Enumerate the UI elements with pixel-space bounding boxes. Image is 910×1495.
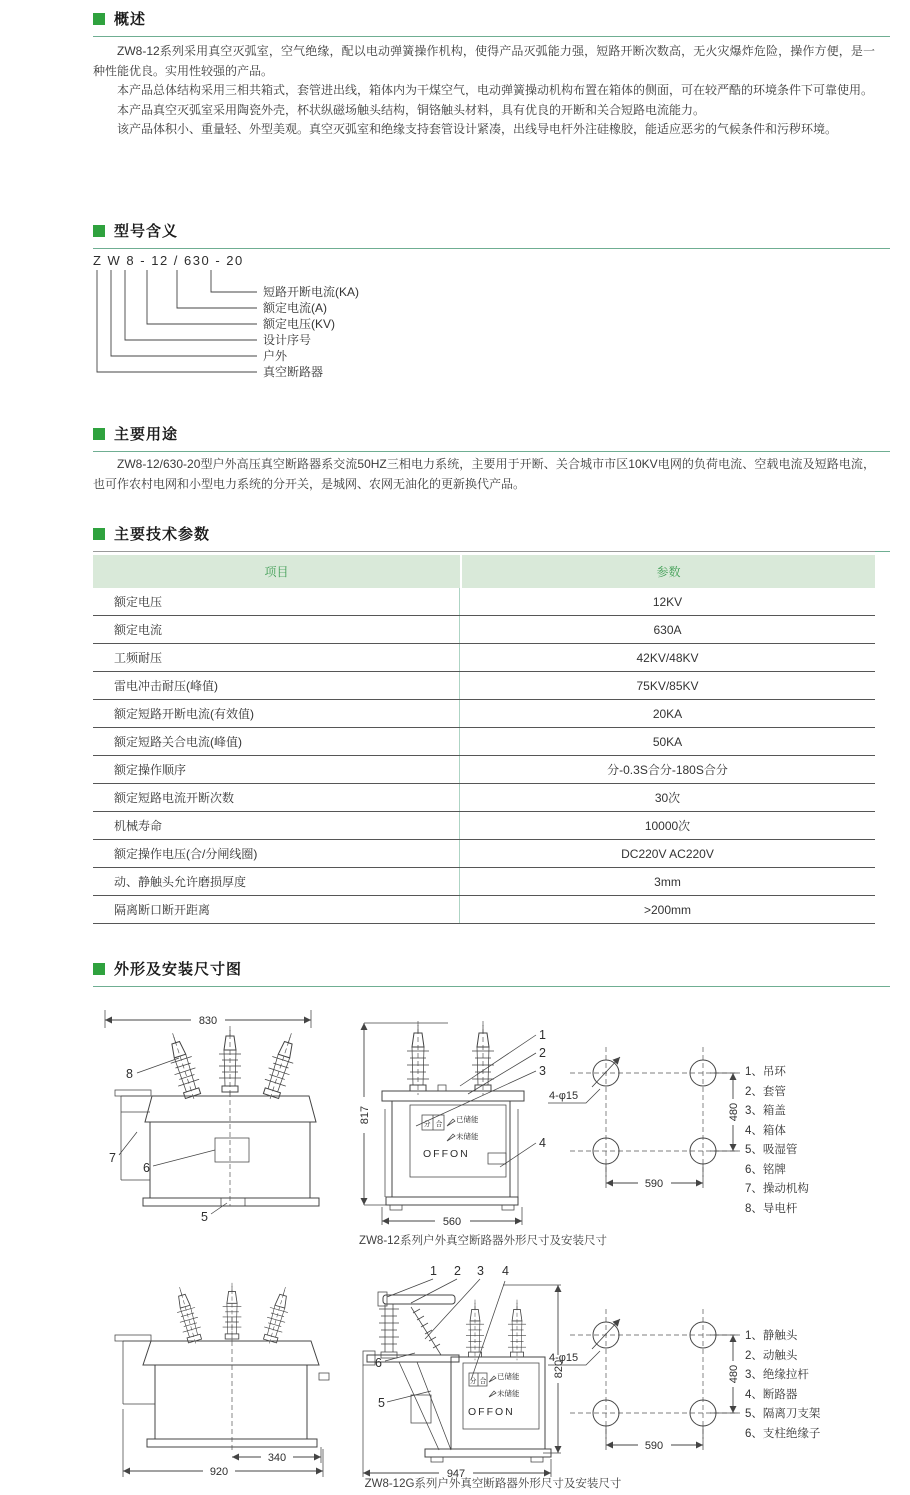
dim-560 [382, 1207, 522, 1228]
fig2-front-view-drawing [353, 1255, 568, 1487]
section-overview-header [93, 8, 890, 37]
figure-row-1 [93, 995, 893, 1245]
dim-947 [363, 1365, 551, 1480]
legend-item: 1、静触头 [745, 1330, 798, 1342]
param-value: DC220V AC220V [621, 846, 714, 861]
dim-920-label: 920 [209, 1466, 229, 1478]
model-label: 真空断路器 [263, 365, 324, 379]
legend-item: 7、操动机构 [745, 1183, 809, 1195]
section-usage-header [93, 423, 890, 452]
hole-spec-label: 4-φ15 [549, 1090, 579, 1102]
overview-paragraph: 该产品体积小、重量轻、外型美观。真空灭弧室和绝缘支持套管设计紧凑，出线导电杆外注硅橡胶，能适应恶劣的气候条件和污秽环境。 [117, 122, 838, 136]
param-value: 630A [653, 622, 682, 637]
table-row [93, 616, 875, 644]
table-row [93, 756, 875, 784]
dim-590-label: 590 [644, 1440, 664, 1452]
part-label-8: 8 [126, 1067, 133, 1081]
charge-indicator [422, 1114, 479, 1160]
offon-label: OFFON [423, 1148, 470, 1160]
section-title: 主要技术参数 [114, 526, 211, 543]
param-name: 额定操作电压(合/分闸线圈) [93, 840, 460, 867]
section-title: 主要用途 [114, 426, 179, 443]
legend-item: 6、铭牌 [745, 1163, 786, 1176]
indicator-close-label: 合 [479, 1378, 487, 1385]
section-title: 型号含义 [114, 223, 179, 240]
param-value: 分-0.3S合分-180S合分 [607, 763, 728, 777]
param-value: 42KV/48KV [636, 650, 699, 665]
param-name: 机械寿命 [93, 812, 460, 839]
section-model-header [93, 220, 890, 249]
fig1-side-view-drawing [93, 1000, 348, 1228]
part-label-3: 3 [539, 1064, 546, 1078]
dim-480 [710, 1073, 740, 1151]
green-square-bullet-icon [93, 13, 105, 25]
figure-row-2 [93, 1255, 893, 1495]
part-label-4: 4 [539, 1136, 546, 1150]
section-title: 外形及安装尺寸图 [114, 961, 243, 978]
param-name: 额定短路开断电流(有效值) [93, 700, 460, 727]
dim-480-label: 480 [728, 1364, 740, 1384]
dim-817-label: 817 [359, 1105, 371, 1125]
indicator-pen-icon [447, 1119, 455, 1126]
legend-item: 4、断路器 [745, 1388, 798, 1401]
dim-820-label: 820 [553, 1359, 565, 1379]
param-name: 额定操作顺序 [93, 756, 460, 783]
bushing-insulators [407, 1021, 494, 1095]
dim-340-label: 340 [267, 1452, 287, 1464]
table-row [93, 840, 875, 868]
param-name: 隔离断口断开距离 [93, 896, 460, 923]
param-value: 30次 [654, 791, 681, 805]
param-value: 20KA [652, 706, 683, 721]
part-label-4: 4 [502, 1264, 509, 1278]
table-header-row [93, 555, 875, 588]
offon-label: OFFON [468, 1406, 515, 1418]
param-value: >200mm [643, 902, 692, 917]
table-row [93, 644, 875, 672]
green-square-bullet-icon [93, 428, 105, 440]
green-square-bullet-icon [93, 528, 105, 540]
model-label: 额定电流(A) [263, 301, 327, 315]
part-label-1: 1 [539, 1028, 546, 1042]
param-name: 工频耐压 [93, 644, 460, 671]
legend-item: 4、箱体 [745, 1124, 786, 1137]
dim-480-label: 480 [728, 1102, 740, 1122]
green-square-bullet-icon [93, 963, 105, 975]
breaker-tank-outline [115, 1090, 319, 1206]
indicator-open-label: 分 [423, 1121, 431, 1128]
fig1-parts-legend [745, 1063, 809, 1219]
legend-item: 6、支柱绝缘子 [745, 1427, 821, 1440]
indicator-pen-icon [489, 1391, 496, 1397]
breaker-tank-outline [115, 1317, 329, 1453]
dim-340 [232, 1447, 321, 1464]
dim-830-label: 830 [198, 1015, 218, 1027]
bushing-insulators [162, 1026, 302, 1105]
param-name: 额定电流 [93, 616, 460, 643]
overview-text [93, 42, 875, 140]
part-label-6: 6 [375, 1356, 382, 1370]
green-square-bullet-icon [93, 225, 105, 237]
table-row [93, 672, 875, 700]
section-params-header [93, 523, 890, 552]
table-row [93, 700, 875, 728]
overview-paragraph: ZW8-12系列采用真空灭弧室，空气绝缘，配以电动弹簧操作机构，使得产品灭弧能力强，短路开断次数高，无火灾爆炸危险，操作方便，是一种性能优良。实用性较强的产品。 [93, 44, 875, 78]
dim-560-label: 560 [442, 1216, 462, 1228]
part-label-2: 2 [539, 1046, 546, 1060]
fig1-front-view-drawing [350, 995, 555, 1235]
parameters-table [93, 551, 875, 924]
model-label: 额定电压(KV) [263, 317, 336, 331]
disconnector-structure [363, 1292, 459, 1450]
part-label-7: 7 [109, 1151, 116, 1165]
charged-label: 已储能 [497, 1372, 520, 1381]
dim-590-label: 590 [644, 1178, 664, 1190]
table-row [93, 896, 875, 924]
param-value: 75KV/85KV [636, 678, 699, 693]
fig2-parts-legend [745, 1327, 820, 1444]
part-leader-lines [119, 1058, 227, 1214]
dim-830 [105, 1010, 311, 1028]
table-row [93, 812, 875, 840]
indicator-pen-icon [447, 1134, 455, 1141]
part-label-3: 3 [477, 1264, 484, 1278]
param-name: 额定短路电流开断次数 [93, 784, 460, 811]
indicator-close-label: 合 [435, 1121, 443, 1128]
table-row [93, 728, 875, 756]
dim-590 [606, 1164, 703, 1190]
model-diagram-lines [97, 270, 257, 372]
legend-item: 3、箱盖 [745, 1105, 786, 1117]
model-label: 设计序号 [263, 333, 312, 347]
model-label: 短路开断电流(KA) [263, 285, 360, 299]
charge-indicator [468, 1371, 520, 1418]
legend-item: 8、导电杆 [745, 1202, 798, 1215]
fig2-mounting-holes-drawing [548, 1295, 763, 1467]
part-label-5: 5 [201, 1210, 208, 1224]
uncharged-label: 未储能 [497, 1389, 520, 1398]
section-dimensions-header [93, 958, 890, 987]
charged-label: 已储能 [456, 1115, 479, 1124]
param-value: 50KA [652, 734, 683, 749]
hole-spec-label: 4-φ15 [549, 1352, 579, 1364]
table-row [93, 588, 875, 616]
param-name: 雷电冲击耐压(峰值) [93, 672, 460, 699]
fig2-side-view-drawing [93, 1269, 353, 1481]
dim-817 [359, 1023, 448, 1205]
model-code: Z W 8 - 12 / 630 - 20 [93, 253, 244, 268]
legend-item: 5、吸湿管 [745, 1144, 798, 1156]
overview-paragraph: 本产品真空灭弧室采用陶瓷外壳，杯状纵磁场触头结构，铜铬触头材料，具有优良的开断和关合短路电流能力。 [117, 102, 706, 117]
fig2-caption: ZW8-12G系列户外真空断路器外形尺寸及安装尺寸 [364, 1478, 622, 1490]
part-label-5: 5 [378, 1396, 385, 1410]
table-header-param: 参数 [462, 555, 875, 588]
legend-item: 5、隔离刀支架 [745, 1408, 821, 1420]
legend-item: 2、动触头 [745, 1349, 798, 1362]
model-label: 户外 [263, 349, 288, 363]
dim-920 [123, 1409, 323, 1478]
overview-paragraph: 本产品总体结构采用三相共箱式，套管进出线，箱体内为干煤空气，电动弹簧操动机构布置在箱体的侧面，可在较严酷的环境条件下可靠使用。 [117, 83, 874, 97]
indicator-open-label: 分 [469, 1378, 477, 1385]
table-row [93, 784, 875, 812]
part-label-1: 1 [430, 1264, 437, 1278]
fig1-caption: ZW8-12系列户外真空断路器外形尺寸及安装尺寸 [359, 1235, 607, 1247]
fig1-mounting-holes-drawing [548, 1033, 763, 1205]
dim-947-label: 947 [446, 1468, 466, 1480]
indicator-pen-icon [489, 1376, 496, 1382]
param-name: 动、静触头允许磨损厚度 [93, 868, 460, 895]
param-value: 12KV [652, 594, 683, 609]
dim-480 [710, 1335, 740, 1413]
bushing-insulators [171, 1283, 295, 1349]
usage-paragraph: ZW8-12/630-20型户外高压真空断路器系交流50HZ三相电力系统，主要用于开断、关合城市市区10KV电网的负荷电流、空载电流及短路电流，也可作农村电网和小型电力系统的分开关，是城网、农网无油化的更新换代产品。 [93, 457, 875, 491]
param-value: 10000次 [644, 819, 691, 833]
part-label-2: 2 [454, 1264, 461, 1278]
uncharged-label: 未储能 [456, 1132, 479, 1141]
part-label-6: 6 [143, 1161, 150, 1175]
legend-item: 3、绝缘拉杆 [745, 1369, 809, 1381]
model-designation-diagram [91, 250, 511, 390]
param-name: 额定短路关合电流(峰值) [93, 728, 460, 755]
table-row [93, 868, 875, 896]
legend-item: 1、吊环 [745, 1066, 786, 1078]
legend-item: 2、套管 [745, 1085, 786, 1098]
bushing-insulators [466, 1300, 526, 1361]
section-title: 概述 [114, 11, 147, 28]
table-header-item: 项目 [93, 555, 460, 588]
param-value: 3mm [654, 874, 681, 889]
dim-590 [606, 1426, 703, 1452]
param-name: 额定电压 [93, 588, 460, 615]
usage-text [93, 455, 875, 494]
